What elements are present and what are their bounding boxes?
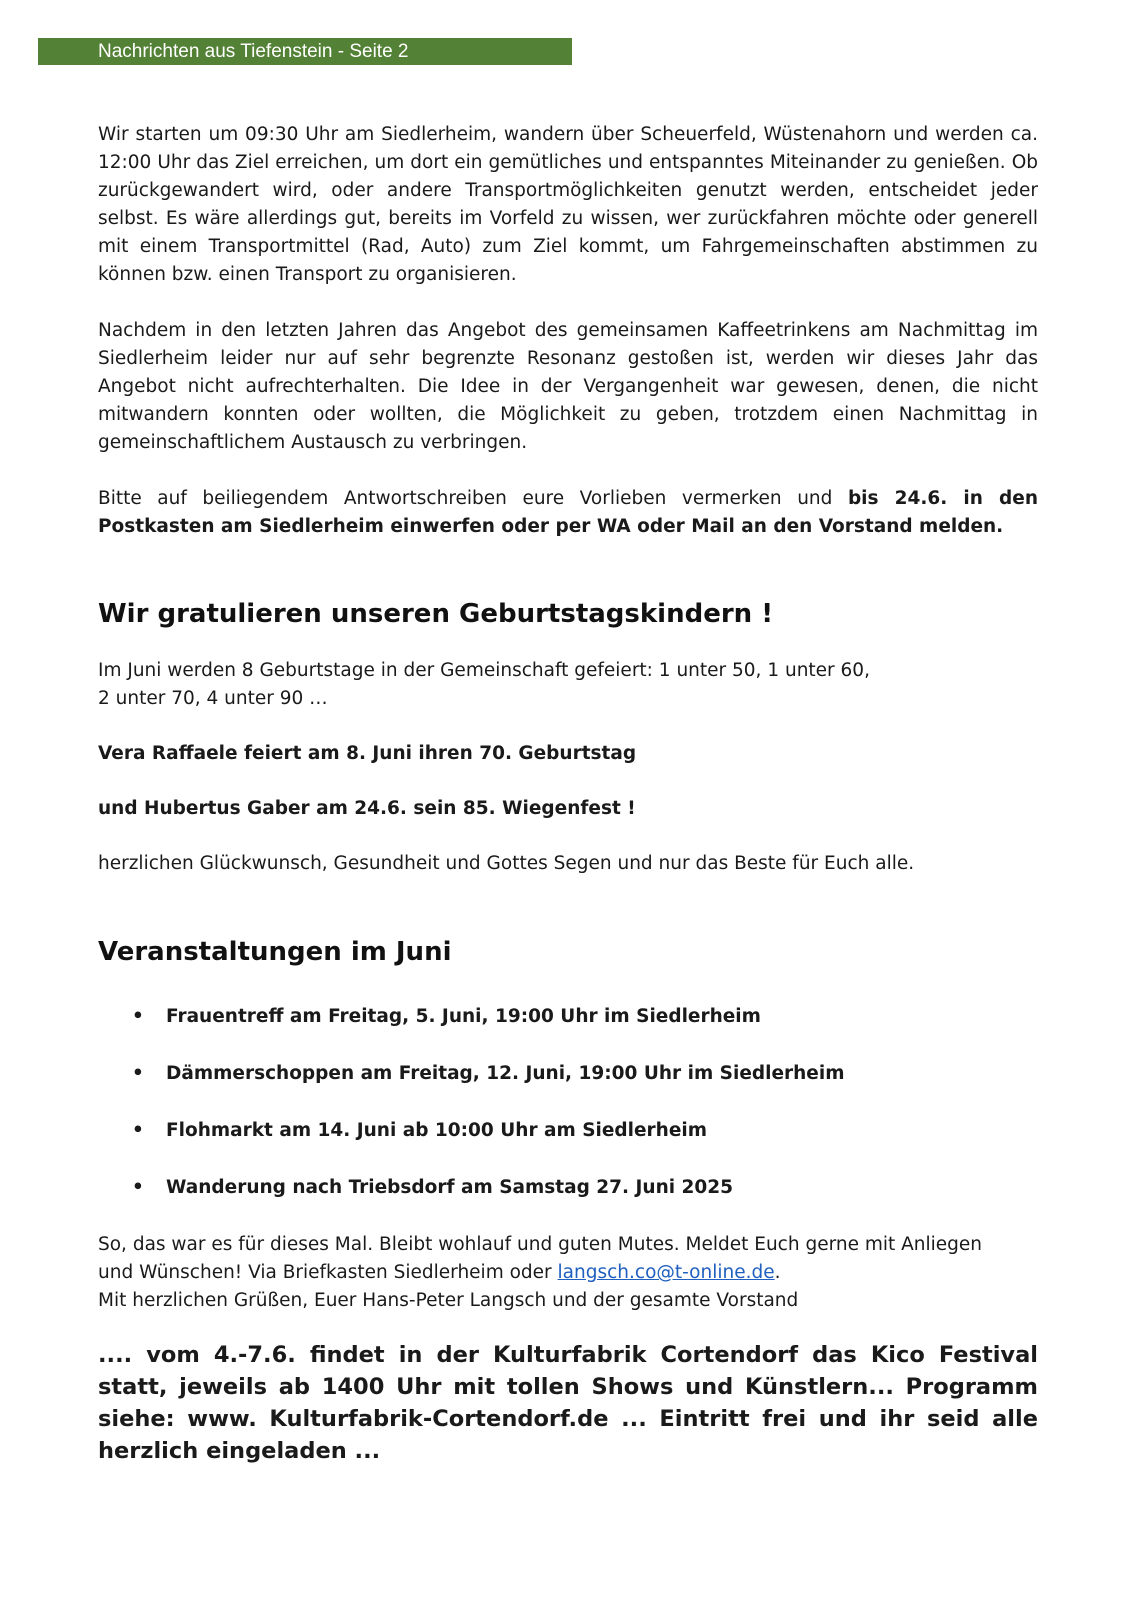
email-link[interactable]: langsch.co@t-online.de [557,1262,775,1283]
list-item [98,1003,1038,1031]
birthday-person-1: Vera Raffaele feiert am 8. Juni ihren 70. Geburtstag [98,743,637,764]
list-item [98,1060,1038,1088]
bullet-icon: • [132,1120,144,1141]
reply-deadline: bis 24.6. in den Postkasten am Siedlerheim einwerfen oder per WA oder Mail an den Vorstand melden. [98,488,1038,537]
page-header [38,38,572,65]
festival-note: .... vom 4.-7.6. findet in der Kulturfabrik Cortendorf das Kico Festival statt, jeweils ab 1400 Uhr mit tollen Shows und Künstlern... Programm siehe: www. Kulturfabrik-Cortendorf.de ... Eintritt frei und ihr seid alle herzlich eingeladen ... [98,1342,1038,1464]
events-list [98,1003,1038,1202]
birthday-wishes: herzlichen Glückwunsch, Gesundheit und Gottes Segen und nur das Beste für Euch alle. [98,853,915,874]
birthday-heading: Wir gratulieren unseren Geburtstagskindern ! [98,599,774,629]
farewell-line2-prefix: und Wünschen! Via Briefkasten Siedlerheim oder [98,1262,558,1283]
page-content [98,121,1038,1467]
events-heading: Veranstaltungen im Juni [98,937,452,967]
farewell-signature: Mit herzlichen Grüßen, Euer Hans-Peter Langsch und der gesamte Vorstand [98,1290,799,1311]
bullet-icon: • [132,1006,144,1027]
reply-intro: Bitte auf beiliegendem Antwortschreiben eure Vorlieben vermerken und [98,488,848,509]
event-label: Wanderung nach Triebsdorf am Samstag 27. Juni 2025 [166,1177,734,1198]
page-header-title: Nachrichten aus Tiefenstein - Seite 2 [98,41,409,62]
paragraph-reply [98,485,1038,541]
birthday-summary [98,657,1038,713]
paragraph-coffee: Nachdem in den letzten Jahren das Angebot des gemeinsamen Kaffeetrinkens am Nachmittag im Siedlerheim leider nur auf sehr begrenzte Resonanz gestoßen ist, werden wir dieses Jahr das Angebot nicht aufrechterhalten. Die Idee in der Vergangenheit war gewesen, denen, die nicht mitwandern konnten oder wollten, die Möglichkeit zu geben, trotzdem einen Nachmittag in gemeinschaftlichem Austausch zu verbringen. [98,320,1038,453]
event-label: Frauentreff am Freitag, 5. Juni, 19:00 Uhr im Siedlerheim [166,1006,761,1027]
paragraph-hike-details: Wir starten um 09:30 Uhr am Siedlerheim, wandern über Scheuerfeld, Wüstenahorn und werden ca. 12:00 Uhr das Ziel erreichen, um dort ein gemütliches und entspanntes Miteinander zu genießen. Ob zurückgewandert wird, oder andere Transportmöglichkeiten genutzt werden, entscheidet jeder selbst. Es wäre allerdings gut, bereits im Vorfeld zu wissen, wer zurückfahren möchte oder generell mit einem Transportmittel (Rad, Auto) zum Ziel kommt, um Fahrgemeinschaften abstimmen zu können bzw. einen Transport zu organisieren. [98,124,1038,285]
birthday-person-2: und Hubertus Gaber am 24.6. sein 85. Wiegenfest ! [98,798,636,819]
list-item [98,1174,1038,1202]
bullet-icon: • [132,1063,144,1084]
farewell-line1: So, das war es für dieses Mal. Bleibt wohlauf und guten Mutes. Meldet Euch gerne mit Anliegen [98,1234,983,1255]
bullet-icon: • [132,1177,144,1198]
event-label: Dämmerschoppen am Freitag, 12. Juni, 19:00 Uhr im Siedlerheim [166,1063,845,1084]
farewell-line2-suffix: . [774,1262,781,1283]
birthday-summary-line1: Im Juni werden 8 Geburtstage in der Gemeinschaft gefeiert: 1 unter 50, 1 unter 60, [98,660,870,681]
birthday-summary-line2: 2 unter 70, 4 unter 90 … [98,688,328,709]
event-label: Flohmarkt am 14. Juni ab 10:00 Uhr am Siedlerheim [166,1120,708,1141]
list-item [98,1117,1038,1145]
farewell-paragraph [98,1231,1038,1315]
